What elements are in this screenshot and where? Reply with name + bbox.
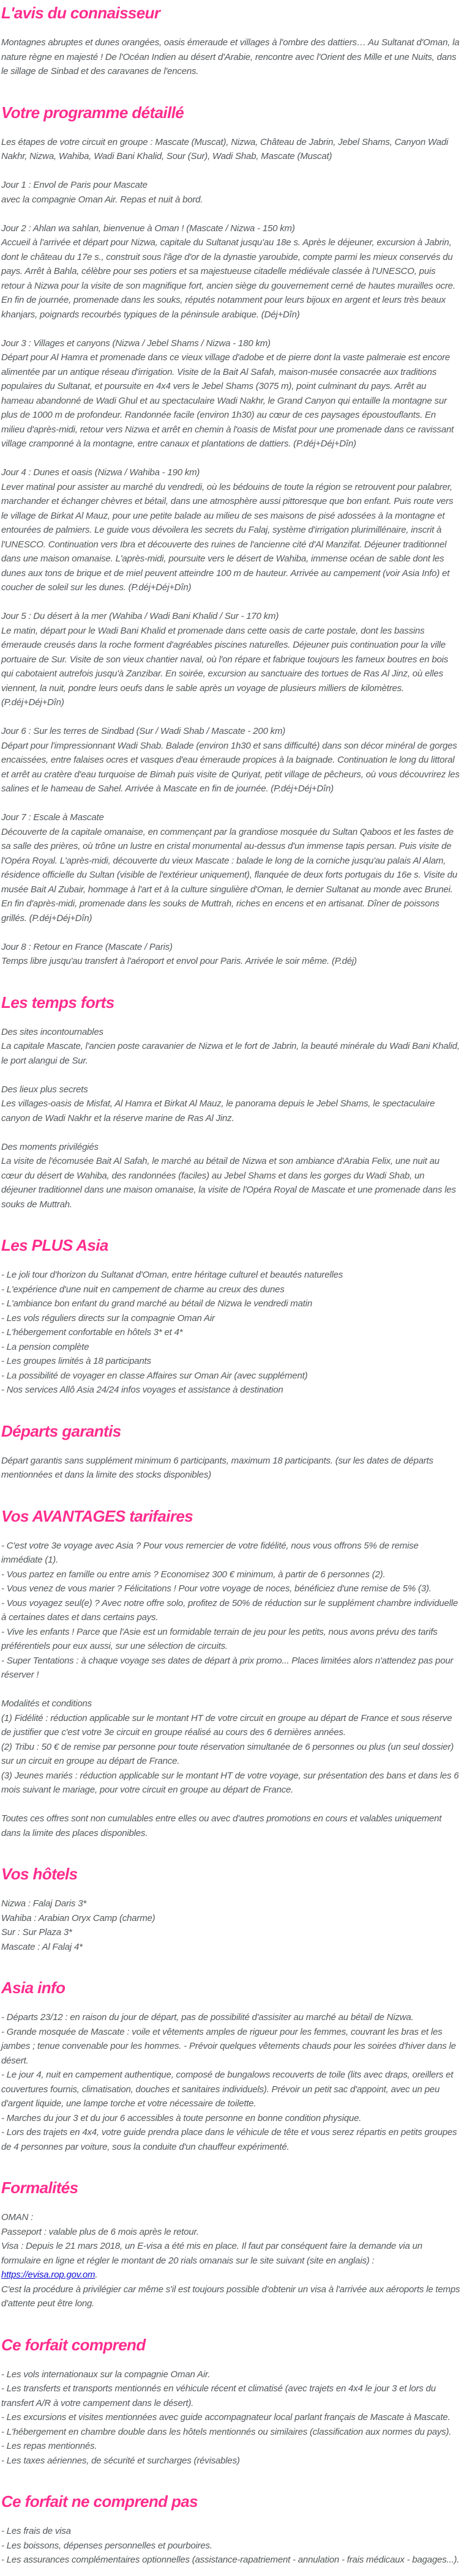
paragraph bbox=[1, 2010, 460, 2154]
paragraph bbox=[1, 1897, 460, 1954]
text-line: - Les groupes limités à 18 participants bbox=[1, 1356, 151, 1366]
text-line: Jour 4 : Dunes et oasis (Nizwa / Wahiba - 190 km) bbox=[1, 467, 200, 478]
section-heading-plus-asia: Les PLUS Asia bbox=[1, 1236, 108, 1254]
text-line: La capitale Mascate, l'ancien poste caravanier de Nizwa et le fort de Jabrin, la beauté minérale du Wadi Bani Khalid, le port alangui de Sur. bbox=[1, 1041, 460, 1066]
text-line: Mascate : Al Falaj 4* bbox=[1, 1941, 83, 1952]
text-line: Départ pour l'impressionnant Wadi Shab. Balade (environ 1h30 et sans difficulté) dans son décor minéral de gorges encaissées, entre falaises ocres et vasques d'eau émeraude propices à la baignade. Continuation le long du littoral et arrêt au cratère d'eau turquoise de Bimah puis visite de Quriyat, petit village de pêcheurs, où vous découvrirez les salines et le hameau de Sahel. Arrivée à Mascate en fin de journée. (P.déj+Déj+Dîn) bbox=[1, 740, 460, 794]
section-avantages-tarifaires bbox=[1, 1507, 460, 1841]
text-line: - Les frais de visa bbox=[1, 2526, 71, 2536]
section-heading-programme-detaille: Votre programme détaillé bbox=[1, 103, 184, 122]
text-line: (2) Tribu : 50 € de remise par personne pour toute réservation simultanée de 6 personnes ou plus (un seul dossier) sur un circuit en groupe au départ de France. bbox=[1, 1741, 454, 1766]
paragraph bbox=[1, 35, 460, 79]
text-line: Montagnes abruptes et dunes orangées, oasis émeraude et villages à l'ombre des dattiers… Au Sultanat d'Oman, la nature règne en majesté ! De l'Océan Indien au désert d'Arabie, rencontre avec l'Orient des Mille et une Nuits, dans le sillage de Sinbad et des caravanes de l'encens. bbox=[1, 37, 460, 76]
text-line: - Marches du jour 3 et du jour 6 accessibles à toute personne en bonne condition physique. bbox=[1, 2112, 362, 2123]
section-programme-detaille bbox=[1, 103, 460, 969]
text-line: Jour 6 : Sur les terres de Sindbad (Sur / Wadi Shab / Mascate - 200 km) bbox=[1, 726, 286, 736]
paragraph bbox=[1, 724, 460, 796]
section-temps-forts bbox=[1, 993, 460, 1212]
paragraph bbox=[1, 1140, 460, 1212]
paragraph bbox=[1, 178, 460, 207]
text-line: Lever matinal pour assister au marché du vendredi, où les bédouins de toute la région se retrouvent pour palabrer, marchander et échanger chèvres et bétail, dans une atmosphère aussi pittoresque que bon enfant. Puis route vers le village de Birkat Al Mauz, pour une petite balade au milieu de ses maisons de pisé adossées à la montagne et entourées de palmiers. Le guide vous dévoilera les secrets du Falaj, système d'irrigation plurimillénaire, inscrit à l'UNESCO. Continuation vers Ibra et découverte des ruines de l'ancienne cité d'Al Manzifat. Déjeuner traditionnel dans une maison omanaise. L'après-midi, poursuite vers le désert de Wahiba, immense océan de sable dont les dunes aux tons de brique et de miel peuvent atteindre 100 m de hauteur. Arrivée au campement (voir Asia Info) et coucher de soleil sur les dunes. (P.déj+Déj+Dîn) bbox=[1, 481, 454, 593]
text-line: - Les boissons, dépenses personnelles et pourboires. bbox=[1, 2540, 212, 2551]
text-line: - Lors des trajets en 4x4, votre guide prendra place dans le véhicule de tête et vous serez répartis en petits groupes de 4 personnes par voiture, sous la conduite d'un chauffeur expérimenté. bbox=[1, 2127, 457, 2152]
text-line: - Grande mosquée de Mascate : voile et vêtements amples de rigueur pour les femmes, couvrant les bras et les jambes ; tenue convenable pour les hommes. - Prévoir quelques vêtements chauds pour les soirées d'hiver dans le désert. bbox=[1, 2026, 456, 2066]
section-heading-avantages-tarifaires: Vos AVANTAGES tarifaires bbox=[1, 1506, 193, 1525]
paragraph bbox=[1, 2524, 460, 2567]
text-line: - Les excursions et visites mentionnées avec guide accompagnateur local parlant français de Mascate à Mascate. bbox=[1, 2412, 451, 2422]
text-line: - L'hébergement en chambre double dans les hôtels mentionnés ou similaires (classification aux normes du pays). bbox=[1, 2426, 452, 2437]
text-line: (3) Jeunes mariés : réduction applicable sur le montant HT de votre voyage, sur présentation des bans et dans les 6 mois suivant le mariage, pour votre circuit en groupe au départ de France. bbox=[1, 1770, 459, 1795]
text-line: Départ pour Al Hamra et promenade dans ce vieux village d'adobe et de pierre dont la vaste palmeraie est encore alimentée par un antique réseau d'irrigation. Visite de la Bait Al Safah, maison-musée consacrée aux traditions populaires du Sultanat, et poursuite en 4x4 vers le Jebel Shams (3075 m), point culminant du pays. Arrêt au hameau abandonné de Wadi Ghul et au spectaculaire Wadi Nakhr, le Grand Canyon qui entaille la montagne sur plus de 1000 m de profondeur. Randonnée facile (environ 1h30) au cœur de ces paysages époustouflants. En milieu d'après-midi, retour vers Nizwa et arrêt en chemin à l'oasis de Misfat pour une promenade dans ce ravissant village cramponné à la montagne, entre canaux et plantations de dattiers. (P.déj+Déj+Dîn) bbox=[1, 352, 454, 449]
paragraph bbox=[1, 1812, 460, 1840]
section-forfait-ne-comprend-pas bbox=[1, 2492, 460, 2567]
text-line: - Nos services Allô Asia 24/24 infos voyages et assistance à destination bbox=[1, 1385, 283, 1395]
paragraph bbox=[1, 810, 460, 925]
text-line: - Les taxes aériennes, de sécurité et surcharges (révisables) bbox=[1, 2455, 240, 2466]
text-line: - Les vols réguliers directs sur la compagnie Oman Air bbox=[1, 1312, 215, 1323]
section-heading-temps-forts: Les temps forts bbox=[1, 993, 114, 1012]
text-line: Accueil à l'arrivée et départ pour Nizwa, capitale du Sultanat jusqu'au 18e s. Après le déjeuner, excursion à Jabrin, dont le château du 17e s., construit sous l'âge d'or de la dynastie yaroubide, compte parmi les mieux conservés du pays. Arrêt à Bahla, célèbre pour ses potiers et sa majestueuse citadelle médiévale classée à l'UNESCO, puis retour à Nizwa pour la visite de son magnifique fort, ancien siège du gouvernement cerné de hautes murailles ocre. En fin de journée, promenade dans les souks, réputés notamment pour leurs bijoux en argent et leurs très beaux khanjars, poignards recourbés typiques de la péninsule arabique. (Déj+Dîn) bbox=[1, 237, 455, 320]
section-heading-asia-info: Asia info bbox=[1, 1978, 65, 1997]
paragraph bbox=[1, 221, 460, 322]
text-line: - L'expérience d'une nuit en campement de charme au creux des dunes bbox=[1, 1284, 285, 1295]
text-line: - La possibilité de voyager en classe Affaires sur Oman Air (avec supplément) bbox=[1, 1370, 308, 1381]
text-line: - Les transferts et transports mentionnés en véhicule récent et climatisé (avec trajets en 4x4 le jour 3 et lors du transfert A/R à votre campement dans le désert). bbox=[1, 2383, 436, 2408]
text-line: Jour 3 : Villages et canyons (Nizwa / Jebel Shams / Nizwa - 180 km) bbox=[1, 338, 271, 349]
text-line: Des lieux plus secrets bbox=[1, 1084, 88, 1095]
section-heading-departs-garantis: Départs garantis bbox=[1, 1421, 121, 1440]
text-line: Jour 7 : Escale à Mascate bbox=[1, 812, 104, 823]
section-heading-formalites: Formalités bbox=[1, 2178, 78, 2197]
text-line: - Vous partez en famille ou entre amis ? Economisez 300 € minimum, à partir de 6 personnes (2). bbox=[1, 1569, 386, 1580]
text-line: Toutes ces offres sont non cumulables entre elles ou avec d'autres promotions en cours et valables uniquement dans la limite des places disponibles. bbox=[1, 1813, 442, 1838]
paragraph bbox=[1, 940, 460, 969]
text-line: Jour 2 : Ahlan wa sahlan, bienvenue à Oman ! (Mascate / Nizwa - 150 km) bbox=[1, 223, 295, 234]
text-line: Visa : Depuis le 21 mars 2018, un E-visa a été mis en place. Il faut par conséquent faire la demande via un formulaire en ligne et régler le montant de 20 rials omanais sur le site suivant (site en anglais) : https://evisa.rop.gov.om. bbox=[1, 2241, 422, 2280]
paragraph bbox=[1, 2210, 460, 2311]
paragraph bbox=[1, 1268, 460, 1397]
section-avis-du-connaisseur bbox=[1, 4, 460, 79]
text-line: Des moments privilégiés bbox=[1, 1141, 99, 1152]
section-vos-hotels bbox=[1, 1865, 460, 1954]
text-line: Jour 5 : Du désert à la mer (Wahiba / Wadi Bani Khalid / Sur - 170 km) bbox=[1, 611, 279, 621]
section-heading-forfait-comprend: Ce forfait comprend bbox=[1, 2335, 146, 2354]
text-line: Sur : Sur Plaza 3* bbox=[1, 1927, 72, 1938]
section-heading-forfait-ne-comprend-pas: Ce forfait ne comprend pas bbox=[1, 2492, 198, 2511]
section-formalites bbox=[1, 2178, 460, 2311]
text-line: Les étapes de votre circuit en groupe : Mascate (Muscat), Nizwa, Château de Jabrin, Jebel Shams, Canyon Wadi Nakhr, Nizwa, Wahiba, Wadi Bani Khalid, Sour (Sur), Wadi Shab, Mascate (Muscat) bbox=[1, 136, 449, 161]
section-forfait-comprend bbox=[1, 2336, 460, 2468]
text-line: Temps libre jusqu'au transfert à l'aéroport et envol pour Paris. Arrivée le soir même. (P.déj) bbox=[1, 956, 357, 966]
paragraph bbox=[1, 1539, 460, 1682]
text-line: La visite de l'écomusée Bait Al Safah, le marché au bétail de Nizwa et son ambiance d'Arabia Felix, une nuit au cœur du désert de Wahiba, des randonnées (faciles) au Jebel Shams et dans les gorges du Wadi Shab, un déjeuner traditionnel dans une maison omanaise, la visite de l'Opéra Royal de Mascate et une promenade dans les souks de Muttrah. bbox=[1, 1156, 456, 1210]
text-line: Passeport : valable plus de 6 mois après le retour. bbox=[1, 2226, 199, 2237]
paragraph bbox=[1, 336, 460, 451]
text-line: - C'est votre 3e voyage avec Asia ? Pour vous remercier de votre fidélité, nous vous offrons 5% de remise immédiate (1). bbox=[1, 1540, 419, 1565]
paragraph bbox=[1, 1025, 460, 1068]
text-line: - L'hébergement confortable en hôtels 3* et 4* bbox=[1, 1327, 183, 1338]
text-line: avec la compagnie Oman Air. Repas et nuit à bord. bbox=[1, 194, 203, 205]
paragraph bbox=[1, 1454, 460, 1482]
evisa-link[interactable]: https://evisa.rop.gov.om bbox=[1, 2270, 95, 2280]
text-line: - Départs 23/12 : en raison du jour de départ, pas de possibilité d'assisiter au marché au bétail de Nizwa. bbox=[1, 2012, 414, 2023]
text-line: C'est la procédure à privilégier car même s'il est toujours possible d'obtenir un visa à l'arrivée aux aéroports le temps d'attente peut être long. bbox=[1, 2284, 460, 2309]
section-asia-info bbox=[1, 1978, 460, 2154]
text-line: - Les vols internationaux sur la compagnie Oman Air. bbox=[1, 2369, 211, 2380]
text-line: Découverte de la capitale omanaise, en commençant par la grandiose mosquée du Sultan Qaboos et les fastes de sa salle des prières, où trône un lustre en cristal monumental au-dessus d'un immense tapis persan. Puis visite de l'Opéra Royal. L'après-midi, découverte du vieux Mascate : balade le long de la corniche jusqu'au palais Al Alam, résidence officielle du Sultan (visible de l'extérieur uniquement), flanquée de deux forts portugais du 16e s. Visite du musée Bait Al Zubair, hommage à l'art et à la culture singulière d'Oman, le dernier Sultanat au monde avec Brunei. En fin d'après-midi, promenade dans les souks de Muttrah, riches en encens et en artisanat. Dîner de poissons grillés. (P.déj+Déj+Dîn) bbox=[1, 826, 457, 923]
text-line: Des sites incontournables bbox=[1, 1026, 103, 1037]
text-line: Wahiba : Arabian Oryx Camp (charme) bbox=[1, 1912, 155, 1923]
paragraph bbox=[1, 1697, 460, 1797]
text-line: - Le joli tour d'horizon du Sultanat d'Oman, entre héritage culturel et beautés naturelles bbox=[1, 1270, 343, 1280]
text-line: - Vous venez de vous marier ? Félicitations ! Pour votre voyage de noces, bénéficiez d'une remise de 5% (3). bbox=[1, 1583, 432, 1594]
text-line: Les villages-oasis de Misfat, Al Hamra et Birkat Al Mauz, le panorama depuis le Jebel Shams, le spectaculaire canyon de Wadi Nakhr et la réserve marine de Ras Al Jinz. bbox=[1, 1098, 435, 1123]
text-line: - Les assurances complémentaires optionnelles (assistance-rapatriement - annulation - frais médicaux - bagages...). bbox=[1, 2555, 460, 2565]
section-heading-vos-hotels: Vos hôtels bbox=[1, 1865, 78, 1883]
paragraph bbox=[1, 609, 460, 710]
paragraph bbox=[1, 1083, 460, 1126]
paragraph bbox=[1, 2367, 460, 2468]
text-line: - Super Tentations : à chaque voyage ses dates de départ à prix promo... Places limitées alors n'attendez pas pour réserver ! bbox=[1, 1655, 454, 1680]
text-line: OMAN : bbox=[1, 2212, 34, 2223]
text-line: Nizwa : Falaj Daris 3* bbox=[1, 1898, 86, 1909]
text-line: Départ garantis sans supplément minimum 6 participants, maximum 18 participants. (sur les dates de départs mentionnées et dans la limite des stocks disponibles) bbox=[1, 1455, 433, 1480]
text-line: Jour 8 : Retour en France (Mascate / Paris) bbox=[1, 941, 173, 952]
section-plus-asia bbox=[1, 1236, 460, 1397]
paragraph bbox=[1, 135, 460, 164]
text-line: - Le jour 4, nuit en campement authentique, composé de bungalows recouverts de toile (lits avec draps, oreillers et couvertures fournis, climatisation, douches et sanitaires individuels). Prévoir un petit sac d'appoint, avec un peu d'argent liquide, une lampe torche et votre nécessaire de toilette. bbox=[1, 2070, 454, 2109]
text-line: Le matin, départ pour le Wadi Bani Khalid et promenade dans cette oasis de carte postale, dont les bassins émeraude creusés dans la roche forment d'agréables piscines naturelles. Déjeuner puis continuation pour la ville portuaire de Sur. Visite de son vieux chantier naval, où l'on répare et fabrique toujours les fameux boutres en bois qui cabotaient autrefois jusqu'à Zanzibar. En soirée, excursion au sanctuaire des tortues de Ras Al Jinz, où elles viennent, la nuit, pondre leurs oeufs dans le sable après un voyage de plusieurs milliers de kilomètres. (P.déj+Déj+Dîn) bbox=[1, 625, 449, 708]
text-line: - Les repas mentionnés. bbox=[1, 2441, 97, 2451]
text-line: Modalités et conditions bbox=[1, 1698, 92, 1709]
text-line: (1) Fidélité : réduction applicable sur le montant HT de votre circuit en groupe au départ de France et sous réserve de justifier que c'est votre 3e circuit en groupe réalisé au cours des 6 dernières années. bbox=[1, 1712, 452, 1738]
text-line: - L'ambiance bon enfant du grand marché au bétail de Nizwa le vendredi matin bbox=[1, 1298, 312, 1309]
text-line: - Vive les enfants ! Parce que l'Asie est un formidable terrain de jeu pour les petits, nous avons prévu des tarifs préférentiels pour eux aussi, sur une sélection de circuits. bbox=[1, 1626, 438, 1651]
text-line: - La pension complète bbox=[1, 1341, 89, 1352]
text-line: - Vous voyagez seul(e) ? Avec notre offre solo, profitez de 50% de réduction sur le supplément chambre individuelle à certaines dates et dans certains pays. bbox=[1, 1597, 458, 1623]
section-departs-garantis bbox=[1, 1422, 460, 1482]
text-line: Jour 1 : Envol de Paris pour Mascate bbox=[1, 180, 148, 190]
section-heading-avis-du-connaisseur: L'avis du connaisseur bbox=[1, 4, 160, 22]
paragraph bbox=[1, 465, 460, 595]
